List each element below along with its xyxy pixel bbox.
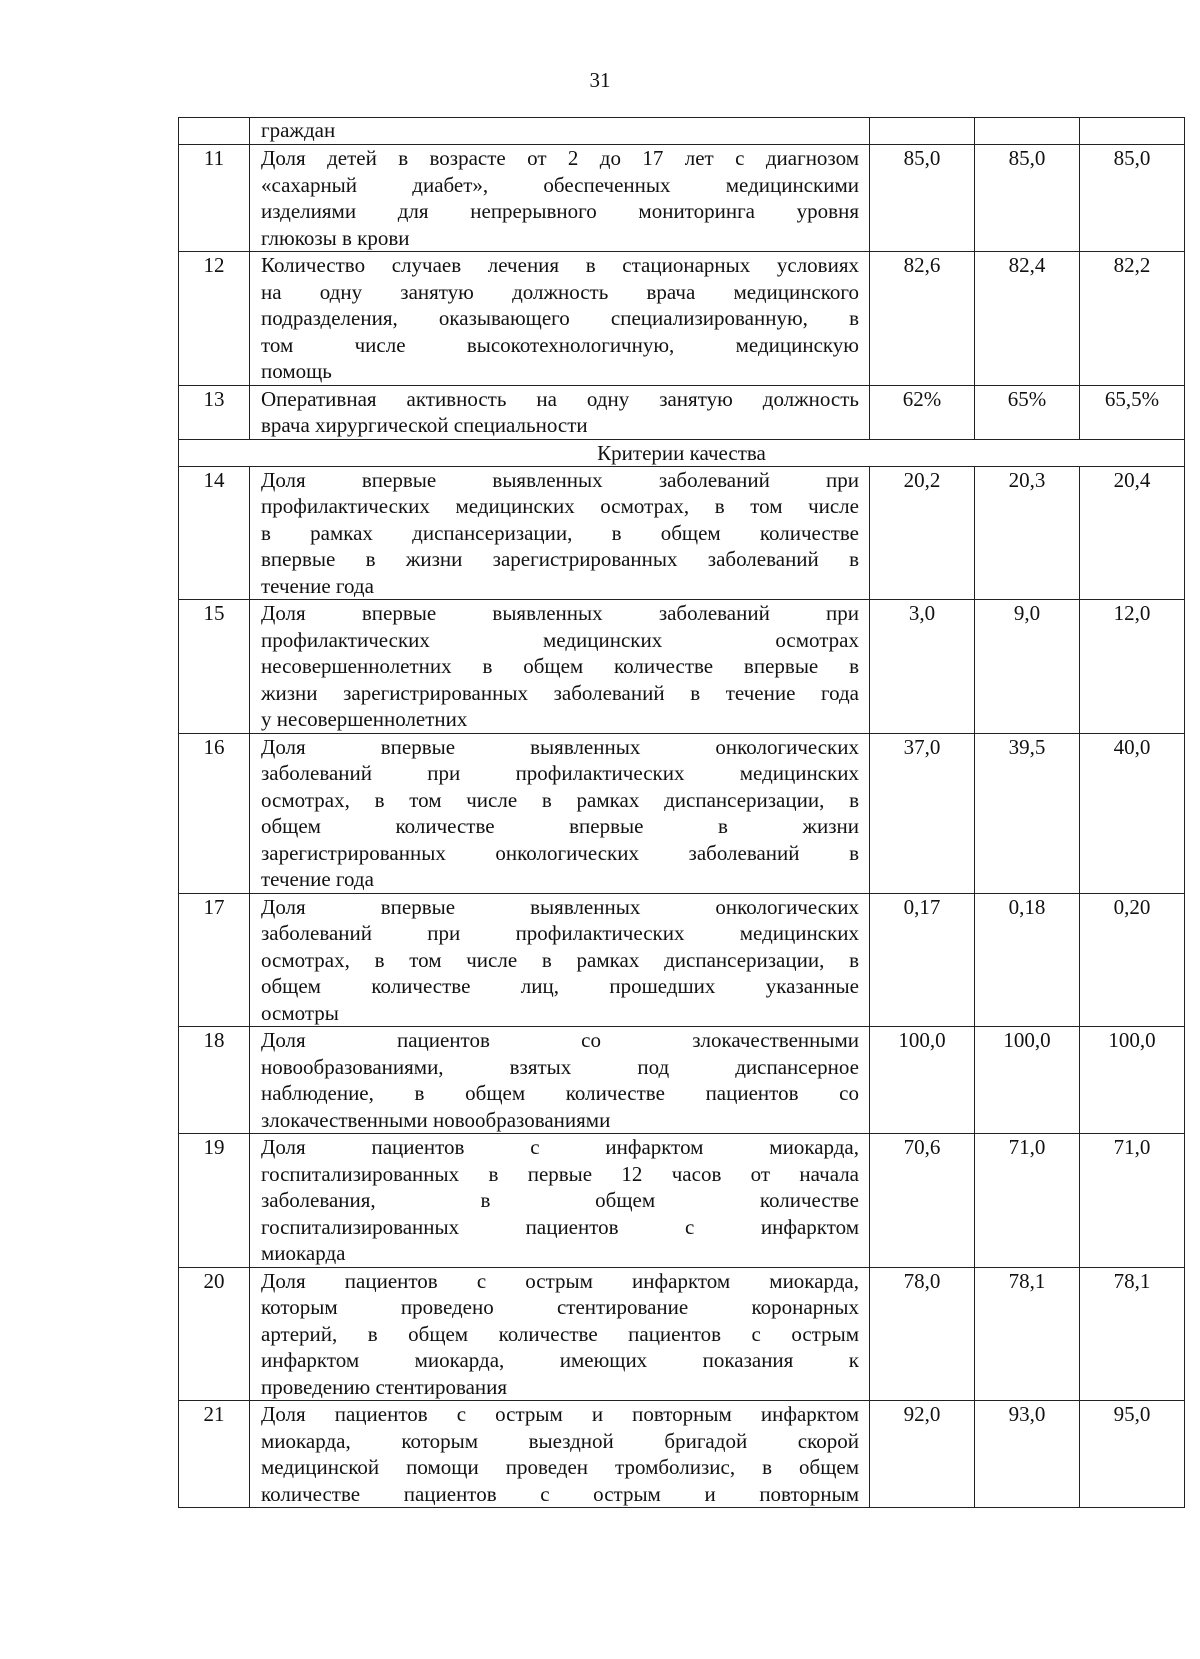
- row-text-line: миокарда: [261, 1241, 346, 1265]
- row-number-cell: 19: [179, 1134, 250, 1268]
- row-text-cell: [250, 118, 870, 145]
- row-text-line: глюкозы в крови: [261, 225, 410, 250]
- table-row: [179, 1267, 1185, 1401]
- row-text-line: у несовершеннолетних: [261, 707, 468, 731]
- row-text-line: злокачественными новообразованиями: [261, 1107, 611, 1132]
- value-cell: 95,0: [1080, 1401, 1185, 1508]
- row-text-line: профилактических медицинских осмотрах: [261, 627, 859, 652]
- row-number-cell: 20: [179, 1267, 250, 1401]
- row-text-cell: [250, 1401, 870, 1508]
- row-text-line: Доля пациентов с инфарктом миокарда,: [261, 1135, 859, 1159]
- row-text-line: подразделения, оказывающего специализированную, в: [261, 306, 859, 330]
- value-cell: 100,0: [1080, 1027, 1185, 1134]
- row-text-line: врача хирургической специальности: [261, 413, 588, 437]
- table-row: [179, 600, 1185, 734]
- value-cell: 3,0: [870, 600, 975, 734]
- row-number-cell: 14: [179, 466, 250, 600]
- table-row: [179, 252, 1185, 386]
- row-text-cell: [250, 466, 870, 600]
- value-cell: 20,3: [975, 466, 1080, 600]
- row-text-line: Доля впервые выявленных заболеваний при: [261, 467, 859, 492]
- value-cell: 78,1: [975, 1267, 1080, 1401]
- row-text-line: Доля впервые выявленных онкологических: [261, 734, 859, 759]
- row-text-line: количестве пациентов с острым и повторным: [261, 1481, 859, 1506]
- row-number-cell: 11: [179, 145, 250, 252]
- row-text-line: течение года: [261, 573, 374, 598]
- value-cell: 0,20: [1080, 893, 1185, 1027]
- row-text-line: Количество случаев лечения в стационарных условиях: [261, 253, 859, 277]
- row-number-cell: 16: [179, 733, 250, 893]
- row-number-cell: 15: [179, 600, 250, 734]
- value-cell: 82,2: [1080, 252, 1185, 386]
- row-text-line: госпитализированных в первые 12 часов от начала: [261, 1161, 859, 1186]
- value-cell: [1080, 118, 1185, 145]
- row-text-line: Доля пациентов с острым инфарктом миокарда,: [261, 1268, 859, 1293]
- row-text-line: жизни зарегистрированных заболеваний в течение года: [261, 680, 859, 705]
- value-cell: 93,0: [975, 1401, 1080, 1508]
- row-text-line: новообразованиями, взятых под диспансерное: [261, 1054, 859, 1079]
- row-text-cell: [250, 145, 870, 252]
- value-cell: 85,0: [1080, 145, 1185, 252]
- value-cell: 71,0: [1080, 1134, 1185, 1268]
- value-cell: 82,4: [975, 252, 1080, 386]
- row-text-line: заболевания, в общем количестве: [261, 1188, 859, 1212]
- row-text-line: заболеваний при профилактических медицинских: [261, 761, 859, 785]
- value-cell: [975, 118, 1080, 145]
- value-cell: 37,0: [870, 733, 975, 893]
- row-text-line: которым проведено стентирование коронарных: [261, 1295, 859, 1319]
- row-number-cell: [179, 118, 250, 145]
- row-text-line: зарегистрированных онкологических заболеваний в: [261, 840, 859, 865]
- continuation-text: граждан: [261, 118, 336, 142]
- row-text-line: несовершеннолетних в общем количестве впервые в: [261, 654, 859, 678]
- value-cell: 70,6: [870, 1134, 975, 1268]
- row-text-cell: [250, 733, 870, 893]
- row-number-cell: 12: [179, 252, 250, 386]
- row-number-cell: 18: [179, 1027, 250, 1134]
- value-cell: 0,17: [870, 893, 975, 1027]
- value-cell: 12,0: [1080, 600, 1185, 734]
- value-cell: 82,6: [870, 252, 975, 386]
- table-row: [179, 893, 1185, 1027]
- row-text-line: миокарда, которым выездной бригадой скорой: [261, 1428, 859, 1453]
- value-cell: 40,0: [1080, 733, 1185, 893]
- page-number: 31: [589, 68, 611, 92]
- value-cell: 78,0: [870, 1267, 975, 1401]
- row-text-line: заболеваний при профилактических медицинских: [261, 921, 859, 945]
- value-cell: 100,0: [870, 1027, 975, 1134]
- value-cell: 65%: [975, 385, 1080, 439]
- value-cell: 9,0: [975, 600, 1080, 734]
- row-text-cell: [250, 1027, 870, 1134]
- row-number-cell: 21: [179, 1401, 250, 1508]
- row-text-line: профилактических медицинских осмотрах, в том числе: [261, 494, 859, 518]
- row-text-cell: [250, 893, 870, 1027]
- row-text-line: проведению стентирования: [261, 1374, 508, 1399]
- row-text-line: медицинской помощи проведен тромболизис, в общем: [261, 1455, 859, 1479]
- value-cell: 39,5: [975, 733, 1080, 893]
- indicators-table: [178, 117, 1185, 1508]
- row-text-line: Оперативная активность на одну занятую должность: [261, 386, 859, 411]
- row-text-line: в рамках диспансеризации, в общем количестве: [261, 520, 859, 545]
- value-cell: 20,2: [870, 466, 975, 600]
- row-text-line: госпитализированных пациентов с инфарктом: [261, 1214, 859, 1239]
- row-text-cell: [250, 1134, 870, 1268]
- row-text-line: впервые в жизни зарегистрированных заболеваний в: [261, 547, 859, 571]
- section-header-row: [179, 439, 1185, 466]
- table-row-continuation: [179, 118, 1185, 145]
- row-text-line: наблюдение, в общем количестве пациентов со: [261, 1081, 859, 1105]
- row-text-line: осмотрах, в том числе в рамках диспансеризации, в: [261, 787, 859, 812]
- row-text-line: артерий, в общем количестве пациентов с острым: [261, 1321, 859, 1346]
- table-row: [179, 733, 1185, 893]
- row-text-cell: [250, 252, 870, 386]
- value-cell: 0,18: [975, 893, 1080, 1027]
- row-text-line: изделиями для непрерывного мониторинга уровня: [261, 199, 859, 223]
- row-text-line: осмотрах, в том числе в рамках диспансеризации, в: [261, 947, 859, 972]
- table-row: [179, 1027, 1185, 1134]
- value-cell: 71,0: [975, 1134, 1080, 1268]
- table-row: [179, 1401, 1185, 1508]
- row-text-line: Доля пациентов с острым и повторным инфарктом: [261, 1402, 859, 1426]
- value-cell: 62%: [870, 385, 975, 439]
- row-text-cell: [250, 385, 870, 439]
- value-cell: 65,5%: [1080, 385, 1185, 439]
- row-text-line: Доля детей в возрасте от 2 до 17 лет с диагнозом: [261, 146, 859, 170]
- row-text-line: помощь: [261, 359, 332, 383]
- value-cell: 85,0: [870, 145, 975, 252]
- section-header: Критерии качества: [179, 439, 1185, 466]
- row-text-line: на одну занятую должность врача медицинского: [261, 279, 859, 304]
- row-text-line: том числе высокотехнологичную, медицинскую: [261, 332, 859, 357]
- value-cell: 92,0: [870, 1401, 975, 1508]
- row-text-line: общем количестве лиц, прошедших указанные: [261, 974, 859, 998]
- row-text-line: течение года: [261, 867, 374, 891]
- value-cell: 20,4: [1080, 466, 1185, 600]
- row-text-line: инфарктом миокарда, имеющих показания к: [261, 1348, 859, 1372]
- row-text-line: Доля впервые выявленных заболеваний при: [261, 601, 859, 625]
- value-cell: 85,0: [975, 145, 1080, 252]
- row-text-line: «сахарный диабет», обеспеченных медицинскими: [261, 172, 859, 197]
- table-row: [179, 1134, 1185, 1268]
- row-text-cell: [250, 600, 870, 734]
- row-number-cell: 17: [179, 893, 250, 1027]
- table-row: [179, 145, 1185, 252]
- row-text-line: осмотры: [261, 1000, 339, 1025]
- row-text-line: Доля впервые выявленных онкологических: [261, 894, 859, 919]
- value-cell: [870, 118, 975, 145]
- value-cell: 78,1: [1080, 1267, 1185, 1401]
- row-text-line: общем количестве впервые в жизни: [261, 814, 859, 838]
- row-number-cell: 13: [179, 385, 250, 439]
- value-cell: 100,0: [975, 1027, 1080, 1134]
- row-text-line: Доля пациентов со злокачественными: [261, 1028, 859, 1052]
- table-row: [179, 385, 1185, 439]
- table-row: [179, 466, 1185, 600]
- row-text-cell: [250, 1267, 870, 1401]
